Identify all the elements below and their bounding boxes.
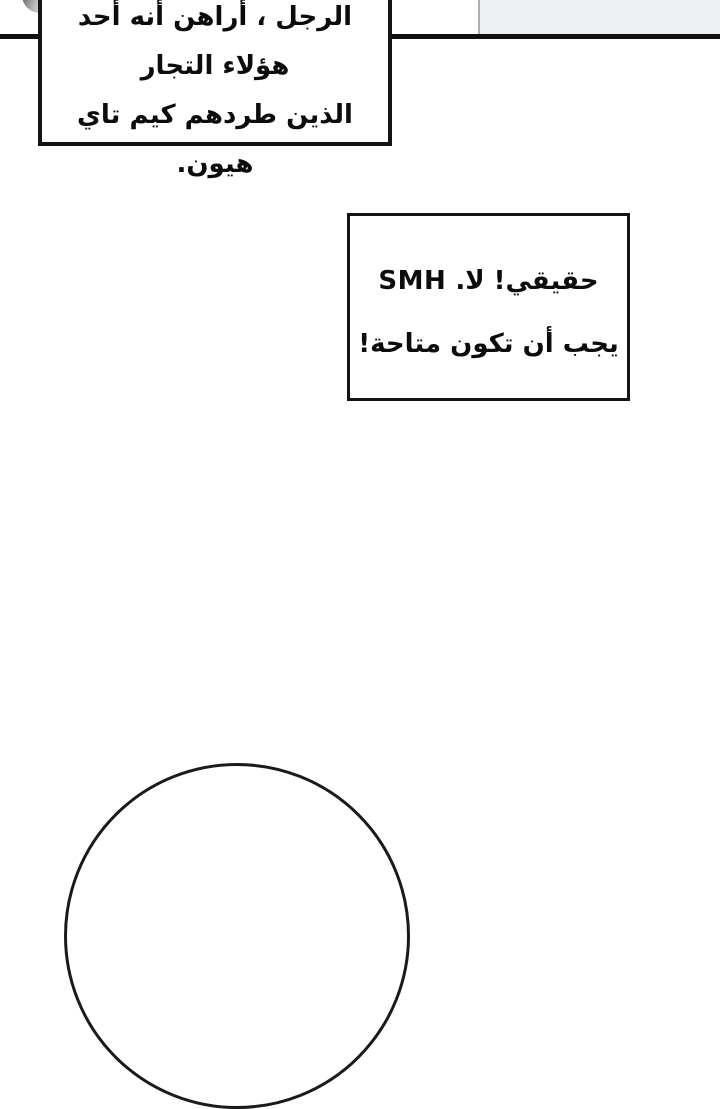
bubble-text-line: الرجل ، أراهن أنه أحد هؤلاء التجار	[77, 2, 353, 81]
character-head-arc	[64, 763, 410, 1109]
speech-bubble-top-text	[42, 0, 388, 189]
speech-bubble-middle-text	[350, 250, 627, 376]
bubble-text-line: يجب أن تكون متاحة!	[358, 329, 619, 359]
bubble-text-line: الذين طردهم كيم تاي هيون.	[77, 100, 353, 179]
speech-bubble-middle	[347, 213, 630, 401]
speech-bubble-top	[38, 0, 392, 179]
bubble-text-line: حقيقي! لا. SMH	[378, 266, 599, 296]
previous-panel-background	[478, 0, 720, 34]
